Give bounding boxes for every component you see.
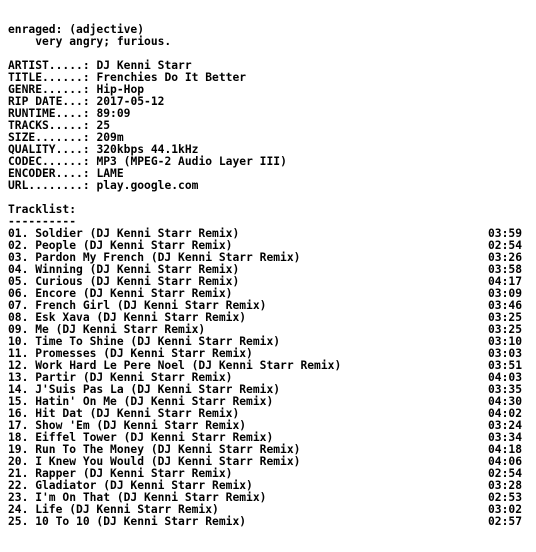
track-row xyxy=(8,516,536,528)
track-title: 06. Encore (DJ Kenni Starr Remix) xyxy=(8,287,233,300)
track-duration: 03:46 xyxy=(488,299,523,312)
definition-meaning: very angry; furious. xyxy=(8,35,172,48)
info-row xyxy=(8,180,536,192)
tracklist-rule: ---------- xyxy=(8,215,77,228)
info-value: DJ Kenni Starr xyxy=(96,59,192,72)
info-value: 2017-05-12 xyxy=(96,95,165,108)
info-label: TRACKS.....: xyxy=(8,119,90,132)
info-label: ENCODER....: xyxy=(8,167,90,180)
track-title: 08. Esk Xava (DJ Kenni Starr Remix) xyxy=(8,311,247,324)
track-title: 17. Show 'Em (DJ Kenni Starr Remix) xyxy=(8,419,247,432)
track-duration: 03:34 xyxy=(488,431,523,444)
track-duration: 02:53 xyxy=(488,491,523,504)
info-label: SIZE.......: xyxy=(8,131,90,144)
info-value: 89:09 xyxy=(96,107,131,120)
track-title: 12. Work Hard Le Pere Noel (DJ Kenni Starr Remix) xyxy=(8,359,342,372)
info-label: RIP DATE...: xyxy=(8,95,90,108)
track-duration: 04:17 xyxy=(488,275,523,288)
info-value: Frenchies Do It Better xyxy=(96,71,247,84)
track-duration: 03:10 xyxy=(488,335,523,348)
track-duration: 03:24 xyxy=(488,419,523,432)
track-duration: 02:57 xyxy=(488,515,523,528)
track-duration: 03:51 xyxy=(488,359,523,372)
track-duration: 03:58 xyxy=(488,263,523,276)
track-title: 01. Soldier (DJ Kenni Starr Remix) xyxy=(8,227,240,240)
definition-term: enraged: (adjective) xyxy=(8,23,145,36)
track-duration: 04:30 xyxy=(488,395,523,408)
track-title: 18. Eiffel Tower (DJ Kenni Starr Remix) xyxy=(8,431,274,444)
tracklist-heading: Tracklist: xyxy=(8,203,77,216)
track-title: 19. Run To The Money (DJ Kenni Starr Remix) xyxy=(8,443,301,456)
track-title: 02. People (DJ Kenni Starr Remix) xyxy=(8,239,233,252)
info-value: Hip-Hop xyxy=(96,83,145,96)
info-value: MP3 (MPEG-2 Audio Layer III) xyxy=(96,155,287,168)
info-label: ARTIST.....: xyxy=(8,59,90,72)
tracklist xyxy=(8,228,536,528)
track-duration: 03:25 xyxy=(488,323,523,336)
track-duration: 04:06 xyxy=(488,455,523,468)
track-title: 11. Promesses (DJ Kenni Starr Remix) xyxy=(8,347,253,360)
track-title: 03. Pardon My French (DJ Kenni Starr Remix) xyxy=(8,251,301,264)
track-title: 04. Winning (DJ Kenni Starr Remix) xyxy=(8,263,240,276)
info-value: 320kbps 44.1kHz xyxy=(96,143,199,156)
track-title: 25. 10 To 10 (DJ Kenni Starr Remix) xyxy=(8,515,247,528)
track-duration: 03:09 xyxy=(488,287,523,300)
release-info xyxy=(8,60,536,192)
track-duration: 03:02 xyxy=(488,503,523,516)
track-title: 07. French Girl (DJ Kenni Starr Remix) xyxy=(8,299,267,312)
info-value: play.google.com xyxy=(96,179,199,192)
track-duration: 03:26 xyxy=(488,251,523,264)
info-label: CODEC......: xyxy=(8,155,90,168)
track-title: 15. Hatin' On Me (DJ Kenni Starr Remix) xyxy=(8,395,274,408)
track-duration: 04:18 xyxy=(488,443,523,456)
track-title: 20. I Knew You Would (DJ Kenni Starr Remix) xyxy=(8,455,301,468)
info-label: QUALITY....: xyxy=(8,143,90,156)
track-title: 23. I'm On That (DJ Kenni Starr Remix) xyxy=(8,491,267,504)
info-label: GENRE......: xyxy=(8,83,90,96)
track-title: 16. Hit Dat (DJ Kenni Starr Remix) xyxy=(8,407,240,420)
track-duration: 03:25 xyxy=(488,311,523,324)
track-title: 22. Gladiator (DJ Kenni Starr Remix) xyxy=(8,479,253,492)
track-duration: 04:02 xyxy=(488,407,523,420)
track-duration: 03:28 xyxy=(488,479,523,492)
track-duration: 02:54 xyxy=(488,239,523,252)
track-title: 24. Life (DJ Kenni Starr Remix) xyxy=(8,503,219,516)
track-duration: 02:54 xyxy=(488,467,523,480)
info-value: 209m xyxy=(96,131,124,144)
track-title: 21. Rapper (DJ Kenni Starr Remix) xyxy=(8,467,233,480)
info-value: 25 xyxy=(96,119,111,132)
track-duration: 03:59 xyxy=(488,227,523,240)
track-title: 05. Curious (DJ Kenni Starr Remix) xyxy=(8,275,240,288)
info-value: LAME xyxy=(96,167,124,180)
track-duration: 03:03 xyxy=(488,347,523,360)
info-label: RUNTIME....: xyxy=(8,107,90,120)
track-title: 14. J'Suis Pas La (DJ Kenni Starr Remix) xyxy=(8,383,281,396)
spacer xyxy=(8,192,536,204)
info-label: TITLE......: xyxy=(8,71,90,84)
info-label: URL........: xyxy=(8,179,90,192)
track-title: 10. Time To Shine (DJ Kenni Starr Remix) xyxy=(8,335,281,348)
track-duration: 04:03 xyxy=(488,371,523,384)
track-duration: 03:35 xyxy=(488,383,523,396)
track-title: 09. Me (DJ Kenni Starr Remix) xyxy=(8,323,206,336)
track-title: 13. Partir (DJ Kenni Starr Remix) xyxy=(8,371,233,384)
